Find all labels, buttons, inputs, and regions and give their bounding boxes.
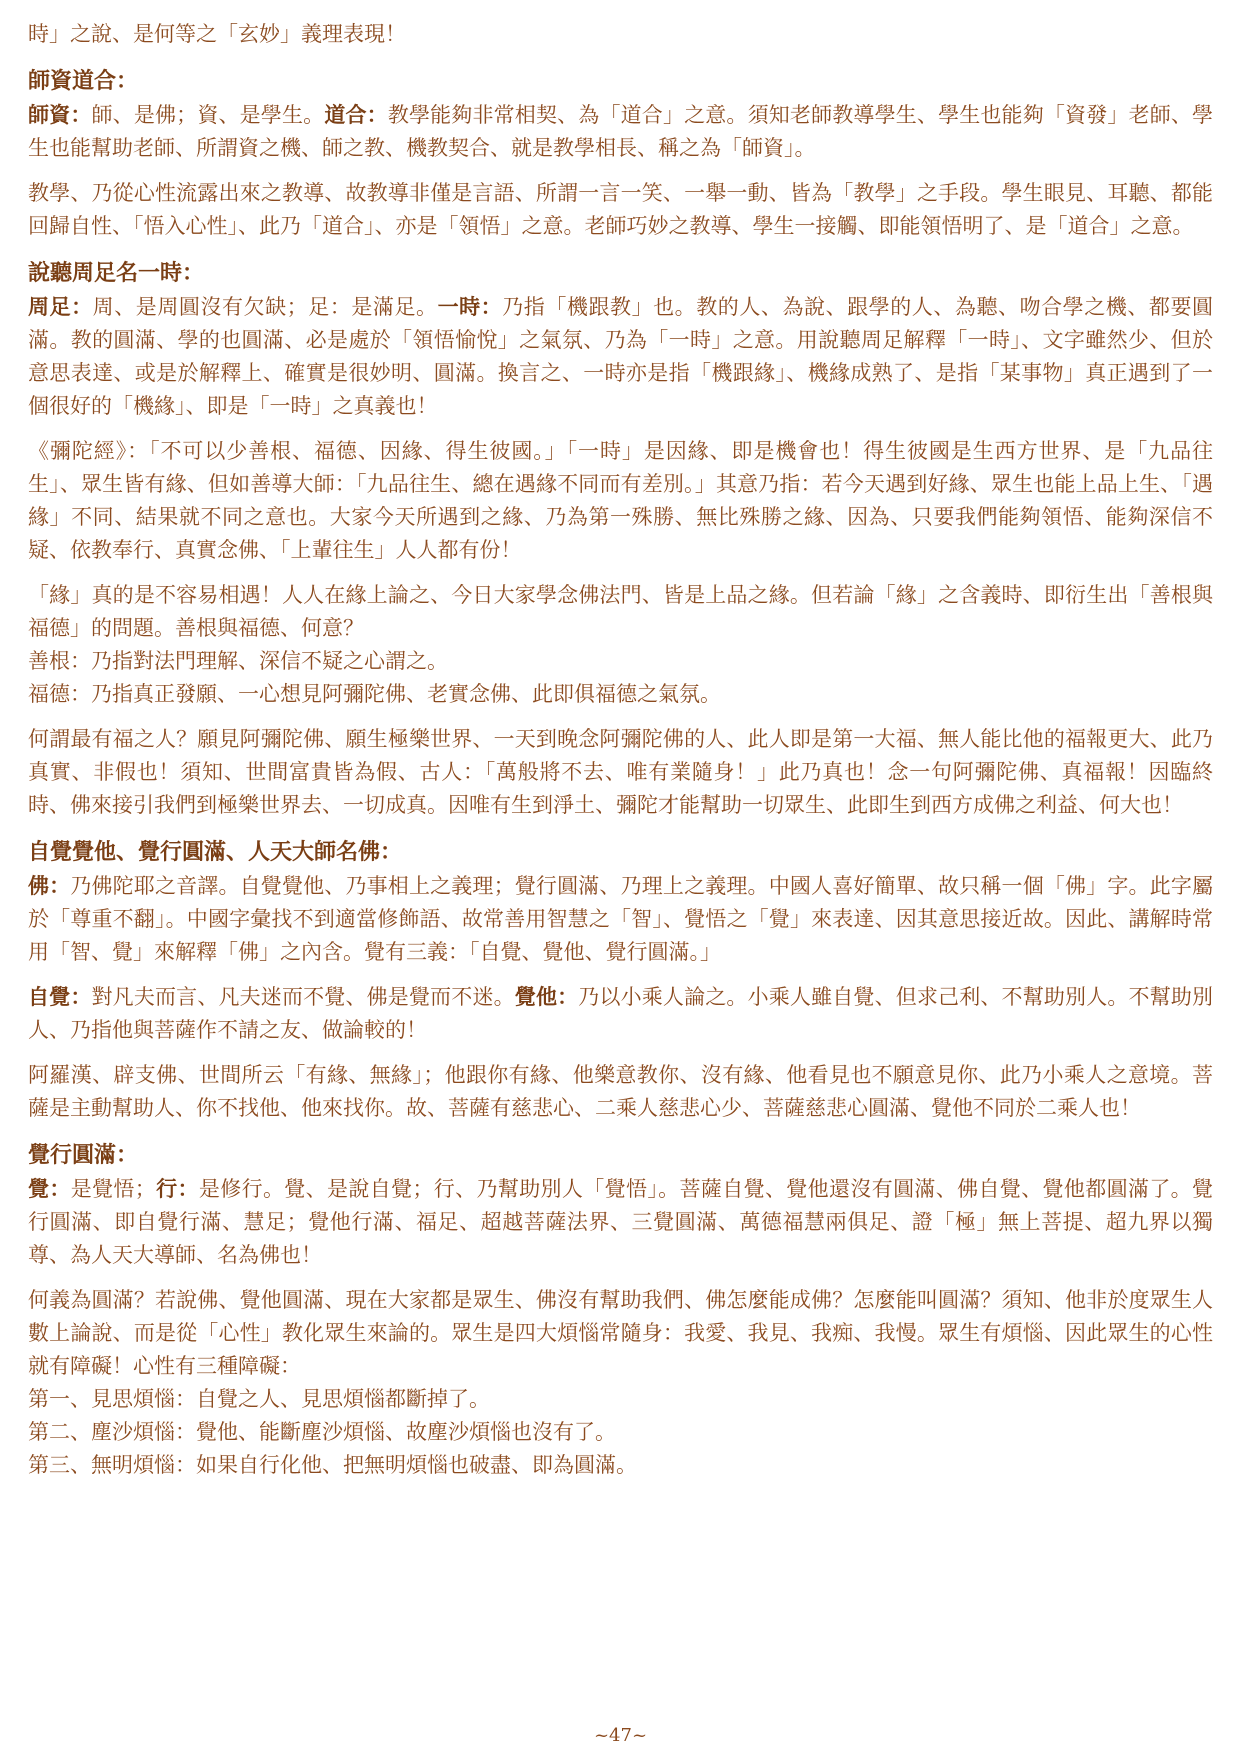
paragraph: [28, 981, 1213, 1047]
term-label: 覺他：: [514, 985, 579, 1009]
section-juexing-yuanman: [28, 1139, 1213, 1482]
paragraph: [28, 291, 1213, 423]
section-heading: 師資道合：: [28, 69, 139, 94]
paragraph-text: 教學能夠非常相契、為「道合」之意。須知老師教導學生、學生也能夠「資發」老師、學生也能幫助老師、所謂資之機、師之教、機教契合、就是教學相長、稱之為「師資」。: [28, 103, 1214, 160]
definition-line: 善根：乃指對法門理解、深信不疑之心謂之。: [28, 649, 448, 673]
term-label: 覺：: [28, 1177, 71, 1201]
section-shuoting-zhouzu: [28, 257, 1213, 822]
section-heading: 說聽周足名一時：: [28, 261, 205, 286]
paragraph: 何謂最有福之人？願見阿彌陀佛、願生極樂世界、一天到晚念阿彌陀佛的人、此人即是第一大福、無人能比他的福報更大、此乃真實、非假也！須知、世間富貴皆為假、古人：「萬般將不去、唯有業隨身！」此乃真也！念一句阿彌陀佛、真福報！因臨終時、佛來接引我們到極樂世界去、一切成真。因唯有生到淨土、彌陀才能幫助一切眾生、此即生到西方成佛之利益、何大也！: [28, 727, 1213, 817]
term-label: 行：: [155, 1177, 199, 1201]
paragraph-text: 是修行。覺、是說自覺；行、乃幫助別人「覺悟」。菩薩自覺、覺他還沒有圓滿、佛自覺、覺他都圓滿了。覺行圓滿、即自覺行滿、慧足；覺他行滿、福足、超越菩薩法界、三覺圓滿、萬德福慧兩俱足、證「極」無上菩提、超九界以獨尊、為人天大導師、名為佛也！: [28, 1177, 1214, 1267]
paragraph: [28, 99, 1213, 165]
paragraph: 《彌陀經》：「不可以少善根、福德、因緣、得生彼國。」「一時」是因緣、即是機會也！得生彼國是生西方世界、是「九品往生」、眾生皆有緣、但如善導大師：「九品往生、總在遇緣不同而有差別。」其意乃指：若今天遇到好緣、眾生也能上品上生、「遇緣」不同、結果就不同之意也。大家今天所遇到之緣、乃為第一殊勝、無比殊勝之緣、因為、只要我們能夠領悟、能夠深信不疑、依教奉行、真實念佛、「上輩往生」人人都有份！: [28, 439, 1213, 562]
list-line: 第三、無明煩惱：如果自行化他、把無明煩惱也破盡、即為圓滿。: [28, 1453, 637, 1477]
section-heading: 自覺覺他、覺行圓滿、人天大師名佛：: [28, 840, 403, 865]
paragraph-text: 乃以小乘人論之。小乘人雖自覺、但求己利、不幫助別人。不幫助別人、乃指他與菩薩作不請之友、做論較的！: [28, 985, 1214, 1042]
list-line: 第二、塵沙煩惱：覺他、能斷塵沙煩惱、故塵沙煩惱也沒有了。: [28, 1420, 616, 1444]
page-number: ~47~: [593, 1725, 648, 1746]
term-label: 一時：: [437, 295, 503, 319]
definition-line: 福德：乃指真正發願、一心想見阿彌陀佛、老實念佛、此即俱福德之氣氛。: [28, 682, 721, 706]
term-label: 佛：: [28, 874, 71, 898]
term-label: 自覺：: [28, 985, 92, 1009]
paragraph: 何義為圓滿？若說佛、覺他圓滿、現在大家都是眾生、佛沒有幫助我們、佛怎麼能成佛？怎麼能叫圓滿？須知、他非於度眾生人數上論說、而是從「心性」教化眾生來論的。眾生是四大煩惱常隨身：我愛、我見、我痴、我慢。眾生有煩惱、因此眾生的心性就有障礙！心性有三種障礙：: [28, 1288, 1213, 1378]
paragraph-text: 周、是周圓沒有欠缺；足：是滿足。: [92, 295, 438, 319]
term-label: 道合：: [324, 103, 388, 127]
paragraph-text: 乃佛陀耶之音譯。自覺覺他、乃事相上之義理；覺行圓滿、乃理上之義理。中國人喜好簡單、故只稱一個「佛」字。此字屬於「尊重不翻」。中國字彙找不到適當修飾語、故常善用智慧之「智」、覺悟之「覺」來表達、因其意思接近故。因此、講解時常用「智、覺」來解釋「佛」之內含。覺有三義：「自覺、覺他、覺行圓滿。」: [28, 874, 1213, 964]
paragraph-text: 是覺悟；: [70, 1177, 156, 1201]
paragraph-text: 對凡夫而言、凡夫迷而不覺、佛是覺而不迷。: [91, 985, 515, 1009]
term-label: 師資：: [28, 103, 92, 127]
paragraph: [28, 1173, 1213, 1272]
section-shizi-daohe: [28, 65, 1213, 243]
paragraph: 「緣」真的是不容易相遇！人人在緣上論之、今日大家學念佛法門、皆是上品之緣。但若論「緣」之含義時、即衍生出「善根與福德」的問題。善根與福德、何意？: [28, 583, 1213, 640]
section-heading: 覺行圓滿：: [28, 1143, 139, 1168]
section-zijue-juete: [28, 836, 1213, 1125]
paragraph: 阿羅漢、辟支佛、世間所云「有緣、無緣」；他跟你有緣、他樂意教你、沒有緣、他看見也不願意見你、此乃小乘人之意境。菩薩是主動幫助人、你不找他、他來找你。故、菩薩有慈悲心、二乘人慈悲心少、菩薩慈悲心圓滿、覺他不同於二乘人也！: [28, 1063, 1213, 1120]
paragraph: 教學、乃從心性流露出來之教導、故教導非僅是言語、所謂一言一笑、一舉一動、皆為「教學」之手段。學生眼見、耳聽、都能回歸自性、「悟入心性」、此乃「道合」、亦是「領悟」之意。老師巧妙之教導、學生一接觸、即能領悟明了、是「道合」之意。: [28, 181, 1213, 238]
paragraph: [28, 870, 1213, 969]
paragraph-text: 師、是佛；資、是學生。: [91, 103, 325, 127]
paragraph-text: 乃指「機跟教」也。教的人、為說、跟學的人、為聽、吻合學之機、都要圓滿。教的圓滿、學的也圓滿、必是處於「領悟愉悅」之氣氛、乃為「一時」之意。用說聽周足解釋「一時」、文字雖然少、但於意思表達、或是於解釋上、確實是很妙明、圓滿。換言之、一時亦是指「機跟緣」、機緣成熟了、是指「某事物」真正遇到了一個很好的「機緣」、即是「一時」之真義也！: [28, 295, 1214, 418]
term-label: 周足：: [28, 295, 93, 319]
document-page: [28, 18, 1213, 1754]
list-line: 第一、見思煩惱：自覺之人、見思煩惱都斷掉了。: [28, 1387, 490, 1411]
opening-line: 時」之說、是何等之「玄妙」義理表現！: [28, 22, 406, 46]
